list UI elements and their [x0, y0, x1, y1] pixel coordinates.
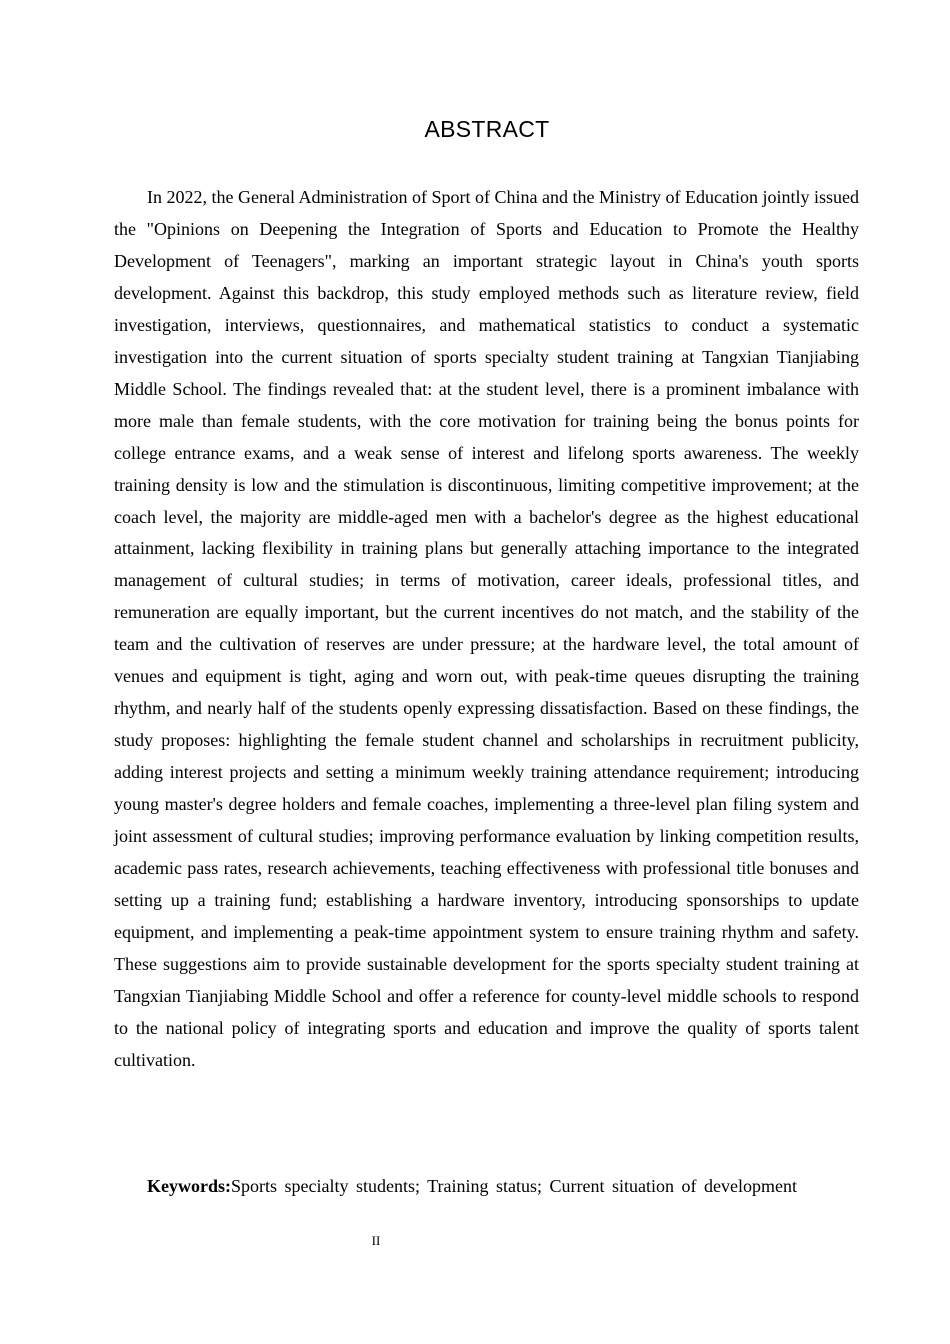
- keywords-text: Sports specialty students; Training status; Current situation of development: [231, 1176, 797, 1196]
- abstract-paragraph: In 2022, the General Administration of Sport of China and the Ministry of Education jointly issued the "Opinions on Deepening the Integration of Sports and Education to Promote the Healthy Development of Teenagers", marking an important strategic layout in China's youth sports development. Against this backdrop, this study employed methods such as literature review, field investigation, interviews, questionnaires, and mathematical statistics to conduct a systematic investigation into the current situation of sports specialty student training at Tangxian Tianjiabing Middle School. The findings revealed that: at the student level, there is a prominent imbalance with more male than female students, with the core motivation for training being the bonus points for college entrance exams, and a weak sense of interest and lifelong sports awareness. The weekly training density is low and the stimulation is discontinuous, limiting competitive improvement; at the coach level, the majority are middle-aged men with a bachelor's degree as the highest educational attainment, lacking flexibility in training plans but generally attaching importance to the integrated management of cultural studies; in terms of motivation, career ideals, professional titles, and remuneration are equally important, but the current incentives do not match, and the stability of the team and the cultivation of reserves are under pressure; at the hardware level, the total amount of venues and equipment is tight, aging and worn out, with peak-time queues disrupting the training rhythm, and nearly half of the students openly expressing dissatisfaction. Based on these findings, the study proposes: highlighting the female student channel and scholarships in recruitment publicity, adding interest projects and setting a minimum weekly training attendance requirement; introducing young master's degree holders and female coaches, implementing a three-level plan filing system and joint assessment of cultural studies; improving performance evaluation by linking competition results, academic pass rates, research achievements, teaching effectiveness with professional title bonuses and setting up a training fund; establishing a hardware inventory, introducing sponsorships to update equipment, and implementing a peak-time appointment system to ensure training rhythm and safety. These suggestions aim to provide sustainable development for the sports specialty student training at Tangxian Tianjiabing Middle School and offer a reference for county-level middle schools to respond to the national policy of integrating sports and education and improve the quality of sports talent cultivation.: [114, 187, 859, 1070]
- keywords-label: Keywords:: [147, 1176, 231, 1196]
- abstract-title: ABSTRACT: [424, 116, 550, 142]
- keywords-line: [114, 1171, 859, 1203]
- page-number: II: [371, 1233, 381, 1248]
